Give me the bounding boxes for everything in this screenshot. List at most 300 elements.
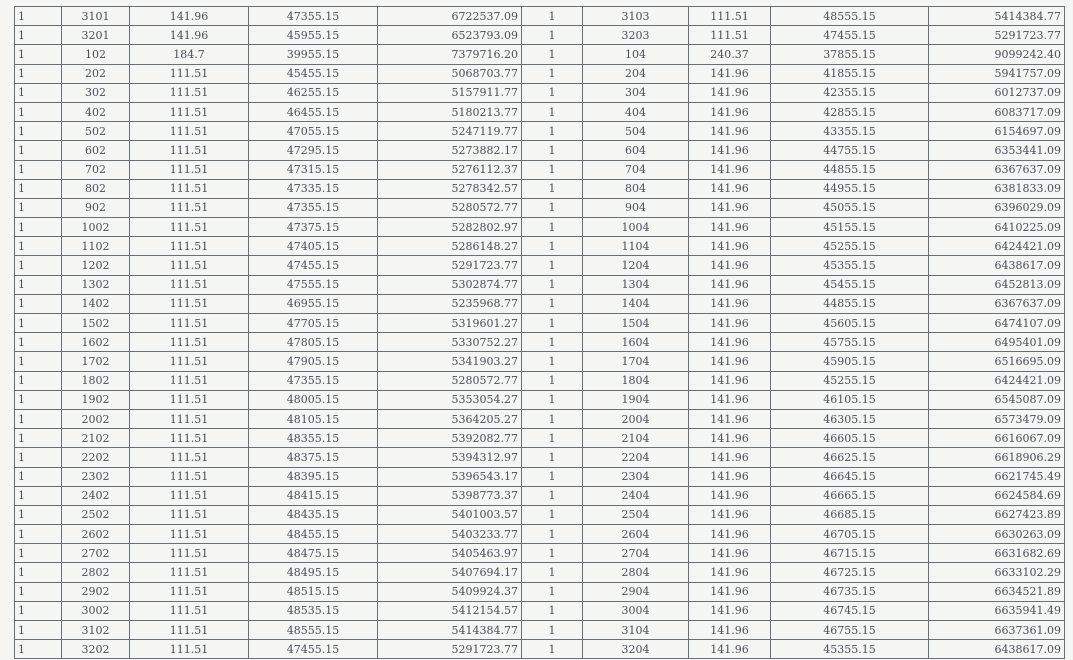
total-price-cell: 6633102.29 (929, 563, 1065, 582)
unit-price-cell: 37855.15 (771, 45, 929, 64)
total-price-cell: 6523793.09 (378, 26, 522, 45)
unit-price-cell: 45905.15 (771, 352, 929, 371)
building-cell: 1 (522, 563, 583, 582)
area-cell: 240.37 (689, 45, 771, 64)
unit-cell: 304 (583, 83, 689, 102)
unit-cell: 402 (62, 102, 130, 121)
area-cell: 141.96 (130, 26, 249, 45)
area-cell: 141.96 (689, 429, 771, 448)
building-cell: 1 (15, 486, 62, 505)
total-price-cell: 6573479.09 (929, 409, 1065, 428)
total-price-cell: 6424421.09 (929, 371, 1065, 390)
unit-cell: 1804 (583, 371, 689, 390)
total-price-cell: 5364205.27 (378, 409, 522, 428)
area-cell: 111.51 (130, 294, 249, 313)
unit-cell: 3203 (583, 26, 689, 45)
building-cell: 1 (522, 333, 583, 352)
unit-price-cell: 45055.15 (771, 198, 929, 217)
unit-cell: 2902 (62, 582, 130, 601)
total-price-cell: 6083717.09 (929, 102, 1065, 121)
unit-price-cell: 48395.15 (249, 467, 378, 486)
table-row (15, 505, 1065, 524)
building-cell: 1 (15, 122, 62, 141)
area-cell: 111.51 (130, 601, 249, 620)
unit-cell: 504 (583, 122, 689, 141)
unit-cell: 2702 (62, 544, 130, 563)
total-price-cell: 6637361.09 (929, 621, 1065, 640)
total-price-cell: 5291723.77 (378, 640, 522, 659)
total-price-cell: 5403233.77 (378, 525, 522, 544)
table-row (15, 467, 1065, 486)
area-cell: 111.51 (130, 333, 249, 352)
unit-price-cell: 47405.15 (249, 237, 378, 256)
table-row (15, 640, 1065, 659)
unit-cell: 2504 (583, 505, 689, 524)
total-price-cell: 6516695.09 (929, 352, 1065, 371)
building-cell: 1 (522, 448, 583, 467)
unit-price-cell: 46685.15 (771, 505, 929, 524)
table-row (15, 390, 1065, 409)
building-cell: 1 (522, 141, 583, 160)
unit-price-cell: 46725.15 (771, 563, 929, 582)
table-row (15, 563, 1065, 582)
unit-price-cell: 48515.15 (249, 582, 378, 601)
total-price-cell: 5405463.97 (378, 544, 522, 563)
total-price-cell: 5341903.27 (378, 352, 522, 371)
area-cell: 141.96 (689, 352, 771, 371)
total-price-cell: 6634521.89 (929, 582, 1065, 601)
table-row (15, 544, 1065, 563)
unit-cell: 1304 (583, 275, 689, 294)
total-price-cell: 6012737.09 (929, 83, 1065, 102)
total-price-cell: 5180213.77 (378, 102, 522, 121)
total-price-cell: 6631682.69 (929, 544, 1065, 563)
building-cell: 1 (15, 45, 62, 64)
total-price-cell: 6438617.09 (929, 256, 1065, 275)
total-price-cell: 5291723.77 (378, 256, 522, 275)
unit-cell: 2002 (62, 409, 130, 428)
unit-price-cell: 47355.15 (249, 198, 378, 217)
area-cell: 141.96 (689, 179, 771, 198)
total-price-cell: 6495401.09 (929, 333, 1065, 352)
unit-price-cell: 46625.15 (771, 448, 929, 467)
table-row (15, 352, 1065, 371)
table-row (15, 218, 1065, 237)
unit-price-cell: 46705.15 (771, 525, 929, 544)
unit-price-cell: 46645.15 (771, 467, 929, 486)
total-price-cell: 5394312.97 (378, 448, 522, 467)
area-cell: 184.7 (130, 45, 249, 64)
table-row (15, 26, 1065, 45)
table-row (15, 7, 1065, 26)
area-cell: 111.51 (130, 198, 249, 217)
unit-cell: 704 (583, 160, 689, 179)
building-cell: 1 (522, 26, 583, 45)
area-cell: 141.96 (689, 371, 771, 390)
building-cell: 1 (522, 198, 583, 217)
total-price-cell: 5941757.09 (929, 64, 1065, 83)
building-cell: 1 (522, 371, 583, 390)
building-cell: 1 (522, 45, 583, 64)
unit-price-cell: 42855.15 (771, 102, 929, 121)
unit-cell: 1202 (62, 256, 130, 275)
area-cell: 111.51 (130, 237, 249, 256)
area-cell: 111.51 (689, 7, 771, 26)
unit-cell: 2104 (583, 429, 689, 448)
area-cell: 111.51 (130, 429, 249, 448)
total-price-cell: 7379716.20 (378, 45, 522, 64)
unit-cell: 2904 (583, 582, 689, 601)
building-cell: 1 (522, 582, 583, 601)
unit-price-cell: 48555.15 (771, 7, 929, 26)
unit-price-cell: 47455.15 (249, 256, 378, 275)
building-cell: 1 (15, 237, 62, 256)
building-cell: 1 (522, 179, 583, 198)
area-cell: 141.96 (689, 314, 771, 333)
area-cell: 141.96 (689, 640, 771, 659)
total-price-cell: 5398773.37 (378, 486, 522, 505)
unit-price-cell: 44855.15 (771, 160, 929, 179)
table-row (15, 448, 1065, 467)
area-cell: 111.51 (130, 256, 249, 275)
area-cell: 111.51 (130, 160, 249, 179)
building-cell: 1 (522, 352, 583, 371)
table-row (15, 256, 1065, 275)
unit-price-table (14, 6, 1065, 659)
building-cell: 1 (15, 102, 62, 121)
area-cell: 141.96 (689, 582, 771, 601)
table-row (15, 45, 1065, 64)
area-cell: 141.96 (689, 294, 771, 313)
building-cell: 1 (15, 390, 62, 409)
unit-price-cell: 46745.15 (771, 601, 929, 620)
total-price-cell: 5414384.77 (378, 621, 522, 640)
area-cell: 141.96 (689, 160, 771, 179)
area-cell: 111.51 (130, 582, 249, 601)
unit-price-cell: 47375.15 (249, 218, 378, 237)
unit-price-cell: 48105.15 (249, 409, 378, 428)
unit-price-cell: 48415.15 (249, 486, 378, 505)
area-cell: 111.51 (130, 64, 249, 83)
area-cell: 111.51 (130, 218, 249, 237)
total-price-cell: 6452813.09 (929, 275, 1065, 294)
area-cell: 111.51 (130, 314, 249, 333)
area-cell: 111.51 (130, 505, 249, 524)
unit-price-cell: 48435.15 (249, 505, 378, 524)
total-price-cell: 6154697.09 (929, 122, 1065, 141)
building-cell: 1 (15, 179, 62, 198)
unit-cell: 3102 (62, 621, 130, 640)
unit-price-cell: 42355.15 (771, 83, 929, 102)
building-cell: 1 (522, 237, 583, 256)
area-cell: 141.96 (689, 390, 771, 409)
total-price-cell: 5291723.77 (929, 26, 1065, 45)
building-cell: 1 (522, 525, 583, 544)
area-cell: 111.51 (130, 275, 249, 294)
area-cell: 111.51 (130, 486, 249, 505)
total-price-cell: 6545087.09 (929, 390, 1065, 409)
unit-cell: 2202 (62, 448, 130, 467)
unit-cell: 602 (62, 141, 130, 160)
unit-price-cell: 45955.15 (249, 26, 378, 45)
unit-cell: 104 (583, 45, 689, 64)
building-cell: 1 (522, 601, 583, 620)
unit-cell: 2502 (62, 505, 130, 524)
unit-cell: 2304 (583, 467, 689, 486)
building-cell: 1 (15, 621, 62, 640)
unit-price-cell: 48475.15 (249, 544, 378, 563)
building-cell: 1 (522, 505, 583, 524)
building-cell: 1 (15, 544, 62, 563)
unit-cell: 1404 (583, 294, 689, 313)
table-row (15, 160, 1065, 179)
building-cell: 1 (15, 352, 62, 371)
unit-cell: 1004 (583, 218, 689, 237)
building-cell: 1 (15, 371, 62, 390)
unit-price-cell: 45455.15 (249, 64, 378, 83)
building-cell: 1 (522, 218, 583, 237)
unit-cell: 102 (62, 45, 130, 64)
unit-price-cell: 44855.15 (771, 294, 929, 313)
total-price-cell: 5412154.57 (378, 601, 522, 620)
building-cell: 1 (522, 102, 583, 121)
unit-price-cell: 46755.15 (771, 621, 929, 640)
building-cell: 1 (15, 64, 62, 83)
unit-cell: 2102 (62, 429, 130, 448)
area-cell: 141.96 (689, 218, 771, 237)
building-cell: 1 (15, 160, 62, 179)
building-cell: 1 (15, 294, 62, 313)
table-row (15, 141, 1065, 160)
unit-price-cell: 48455.15 (249, 525, 378, 544)
unit-cell: 1602 (62, 333, 130, 352)
building-cell: 1 (522, 122, 583, 141)
building-cell: 1 (522, 621, 583, 640)
building-cell: 1 (15, 601, 62, 620)
total-price-cell: 5280572.77 (378, 198, 522, 217)
unit-price-cell: 47335.15 (249, 179, 378, 198)
building-cell: 1 (15, 582, 62, 601)
total-price-cell: 5409924.37 (378, 582, 522, 601)
total-price-cell: 5396543.17 (378, 467, 522, 486)
area-cell: 111.51 (130, 448, 249, 467)
building-cell: 1 (15, 256, 62, 275)
unit-cell: 404 (583, 102, 689, 121)
total-price-cell: 6635941.49 (929, 601, 1065, 620)
area-cell: 141.96 (689, 64, 771, 83)
unit-price-cell: 47805.15 (249, 333, 378, 352)
total-price-cell: 5273882.17 (378, 141, 522, 160)
table-row (15, 198, 1065, 217)
area-cell: 141.96 (689, 486, 771, 505)
area-cell: 111.51 (130, 83, 249, 102)
total-price-cell: 6367637.09 (929, 294, 1065, 313)
unit-price-cell: 41855.15 (771, 64, 929, 83)
building-cell: 1 (15, 7, 62, 26)
building-cell: 1 (522, 256, 583, 275)
total-price-cell: 5068703.77 (378, 64, 522, 83)
unit-cell: 2704 (583, 544, 689, 563)
total-price-cell: 6410225.09 (929, 218, 1065, 237)
total-price-cell: 5278342.57 (378, 179, 522, 198)
table-row (15, 237, 1065, 256)
area-cell: 141.96 (689, 601, 771, 620)
unit-price-cell: 48555.15 (249, 621, 378, 640)
unit-price-cell: 45255.15 (771, 237, 929, 256)
building-cell: 1 (15, 83, 62, 102)
building-cell: 1 (15, 448, 62, 467)
unit-price-cell: 48355.15 (249, 429, 378, 448)
unit-cell: 904 (583, 198, 689, 217)
building-cell: 1 (15, 505, 62, 524)
area-cell: 141.96 (689, 122, 771, 141)
unit-price-cell: 48495.15 (249, 563, 378, 582)
unit-cell: 3204 (583, 640, 689, 659)
total-price-cell: 6621745.49 (929, 467, 1065, 486)
unit-cell: 802 (62, 179, 130, 198)
unit-price-cell: 47355.15 (249, 371, 378, 390)
building-cell: 1 (15, 467, 62, 486)
total-price-cell: 5330752.27 (378, 333, 522, 352)
unit-price-cell: 45755.15 (771, 333, 929, 352)
area-cell: 141.96 (689, 275, 771, 294)
area-cell: 141.96 (689, 333, 771, 352)
unit-cell: 3101 (62, 7, 130, 26)
building-cell: 1 (15, 198, 62, 217)
total-price-cell: 6616067.09 (929, 429, 1065, 448)
building-cell: 1 (15, 409, 62, 428)
area-cell: 141.96 (689, 467, 771, 486)
unit-cell: 1402 (62, 294, 130, 313)
area-cell: 111.51 (689, 26, 771, 45)
unit-price-cell: 47455.15 (771, 26, 929, 45)
unit-price-cell: 47315.15 (249, 160, 378, 179)
unit-price-cell: 48535.15 (249, 601, 378, 620)
area-cell: 141.96 (689, 448, 771, 467)
total-price-cell: 6381833.09 (929, 179, 1065, 198)
total-price-cell: 5157911.77 (378, 83, 522, 102)
table-body (15, 7, 1065, 659)
unit-cell: 1002 (62, 218, 130, 237)
unit-price-cell: 47905.15 (249, 352, 378, 371)
building-cell: 1 (15, 429, 62, 448)
building-cell: 1 (522, 390, 583, 409)
unit-cell: 3004 (583, 601, 689, 620)
unit-price-cell: 45355.15 (771, 256, 929, 275)
unit-price-cell: 45355.15 (771, 640, 929, 659)
unit-cell: 902 (62, 198, 130, 217)
unit-price-cell: 47295.15 (249, 141, 378, 160)
area-cell: 111.51 (130, 467, 249, 486)
unit-cell: 3104 (583, 621, 689, 640)
table-row (15, 275, 1065, 294)
table-row (15, 429, 1065, 448)
area-cell: 111.51 (130, 409, 249, 428)
unit-price-cell: 47355.15 (249, 7, 378, 26)
unit-cell: 1302 (62, 275, 130, 294)
building-cell: 1 (522, 7, 583, 26)
unit-price-cell: 46255.15 (249, 83, 378, 102)
unit-price-cell: 39955.15 (249, 45, 378, 64)
area-cell: 111.51 (130, 544, 249, 563)
area-cell: 141.96 (689, 505, 771, 524)
area-cell: 141.96 (689, 83, 771, 102)
unit-price-cell: 48375.15 (249, 448, 378, 467)
area-cell: 111.51 (130, 640, 249, 659)
total-price-cell: 5286148.27 (378, 237, 522, 256)
building-cell: 1 (15, 141, 62, 160)
area-cell: 111.51 (130, 621, 249, 640)
total-price-cell: 5353054.27 (378, 390, 522, 409)
unit-cell: 604 (583, 141, 689, 160)
area-cell: 111.51 (130, 563, 249, 582)
unit-cell: 2204 (583, 448, 689, 467)
building-cell: 1 (522, 467, 583, 486)
total-price-cell: 9099242.40 (929, 45, 1065, 64)
unit-cell: 2802 (62, 563, 130, 582)
table-row (15, 64, 1065, 83)
building-cell: 1 (15, 563, 62, 582)
unit-price-cell: 46735.15 (771, 582, 929, 601)
total-price-cell: 5407694.17 (378, 563, 522, 582)
total-price-cell: 5414384.77 (929, 7, 1065, 26)
area-cell: 141.96 (689, 409, 771, 428)
area-cell: 141.96 (689, 525, 771, 544)
unit-price-cell: 44955.15 (771, 179, 929, 198)
building-cell: 1 (15, 218, 62, 237)
unit-cell: 3103 (583, 7, 689, 26)
building-cell: 1 (522, 160, 583, 179)
unit-price-cell: 47705.15 (249, 314, 378, 333)
total-price-cell: 6424421.09 (929, 237, 1065, 256)
unit-price-cell: 45605.15 (771, 314, 929, 333)
unit-cell: 302 (62, 83, 130, 102)
unit-cell: 702 (62, 160, 130, 179)
area-cell: 111.51 (130, 525, 249, 544)
unit-price-cell: 45255.15 (771, 371, 929, 390)
unit-cell: 1902 (62, 390, 130, 409)
building-cell: 1 (522, 486, 583, 505)
area-cell: 141.96 (689, 102, 771, 121)
area-cell: 141.96 (130, 7, 249, 26)
total-price-cell: 6722537.09 (378, 7, 522, 26)
unit-price-cell: 46715.15 (771, 544, 929, 563)
area-cell: 141.96 (689, 621, 771, 640)
unit-cell: 202 (62, 64, 130, 83)
total-price-cell: 5319601.27 (378, 314, 522, 333)
unit-cell: 1104 (583, 237, 689, 256)
unit-price-cell: 48005.15 (249, 390, 378, 409)
table-row (15, 314, 1065, 333)
unit-cell: 3201 (62, 26, 130, 45)
total-price-cell: 6618906.29 (929, 448, 1065, 467)
table-row (15, 83, 1065, 102)
building-cell: 1 (522, 429, 583, 448)
building-cell: 1 (15, 525, 62, 544)
unit-price-cell: 46665.15 (771, 486, 929, 505)
building-cell: 1 (522, 314, 583, 333)
unit-cell: 1102 (62, 237, 130, 256)
total-price-cell: 6396029.09 (929, 198, 1065, 217)
area-cell: 111.51 (130, 141, 249, 160)
unit-cell: 804 (583, 179, 689, 198)
table-row (15, 409, 1065, 428)
total-price-cell: 6474107.09 (929, 314, 1065, 333)
unit-price-cell: 47055.15 (249, 122, 378, 141)
building-cell: 1 (522, 64, 583, 83)
unit-price-cell: 45455.15 (771, 275, 929, 294)
area-cell: 141.96 (689, 141, 771, 160)
